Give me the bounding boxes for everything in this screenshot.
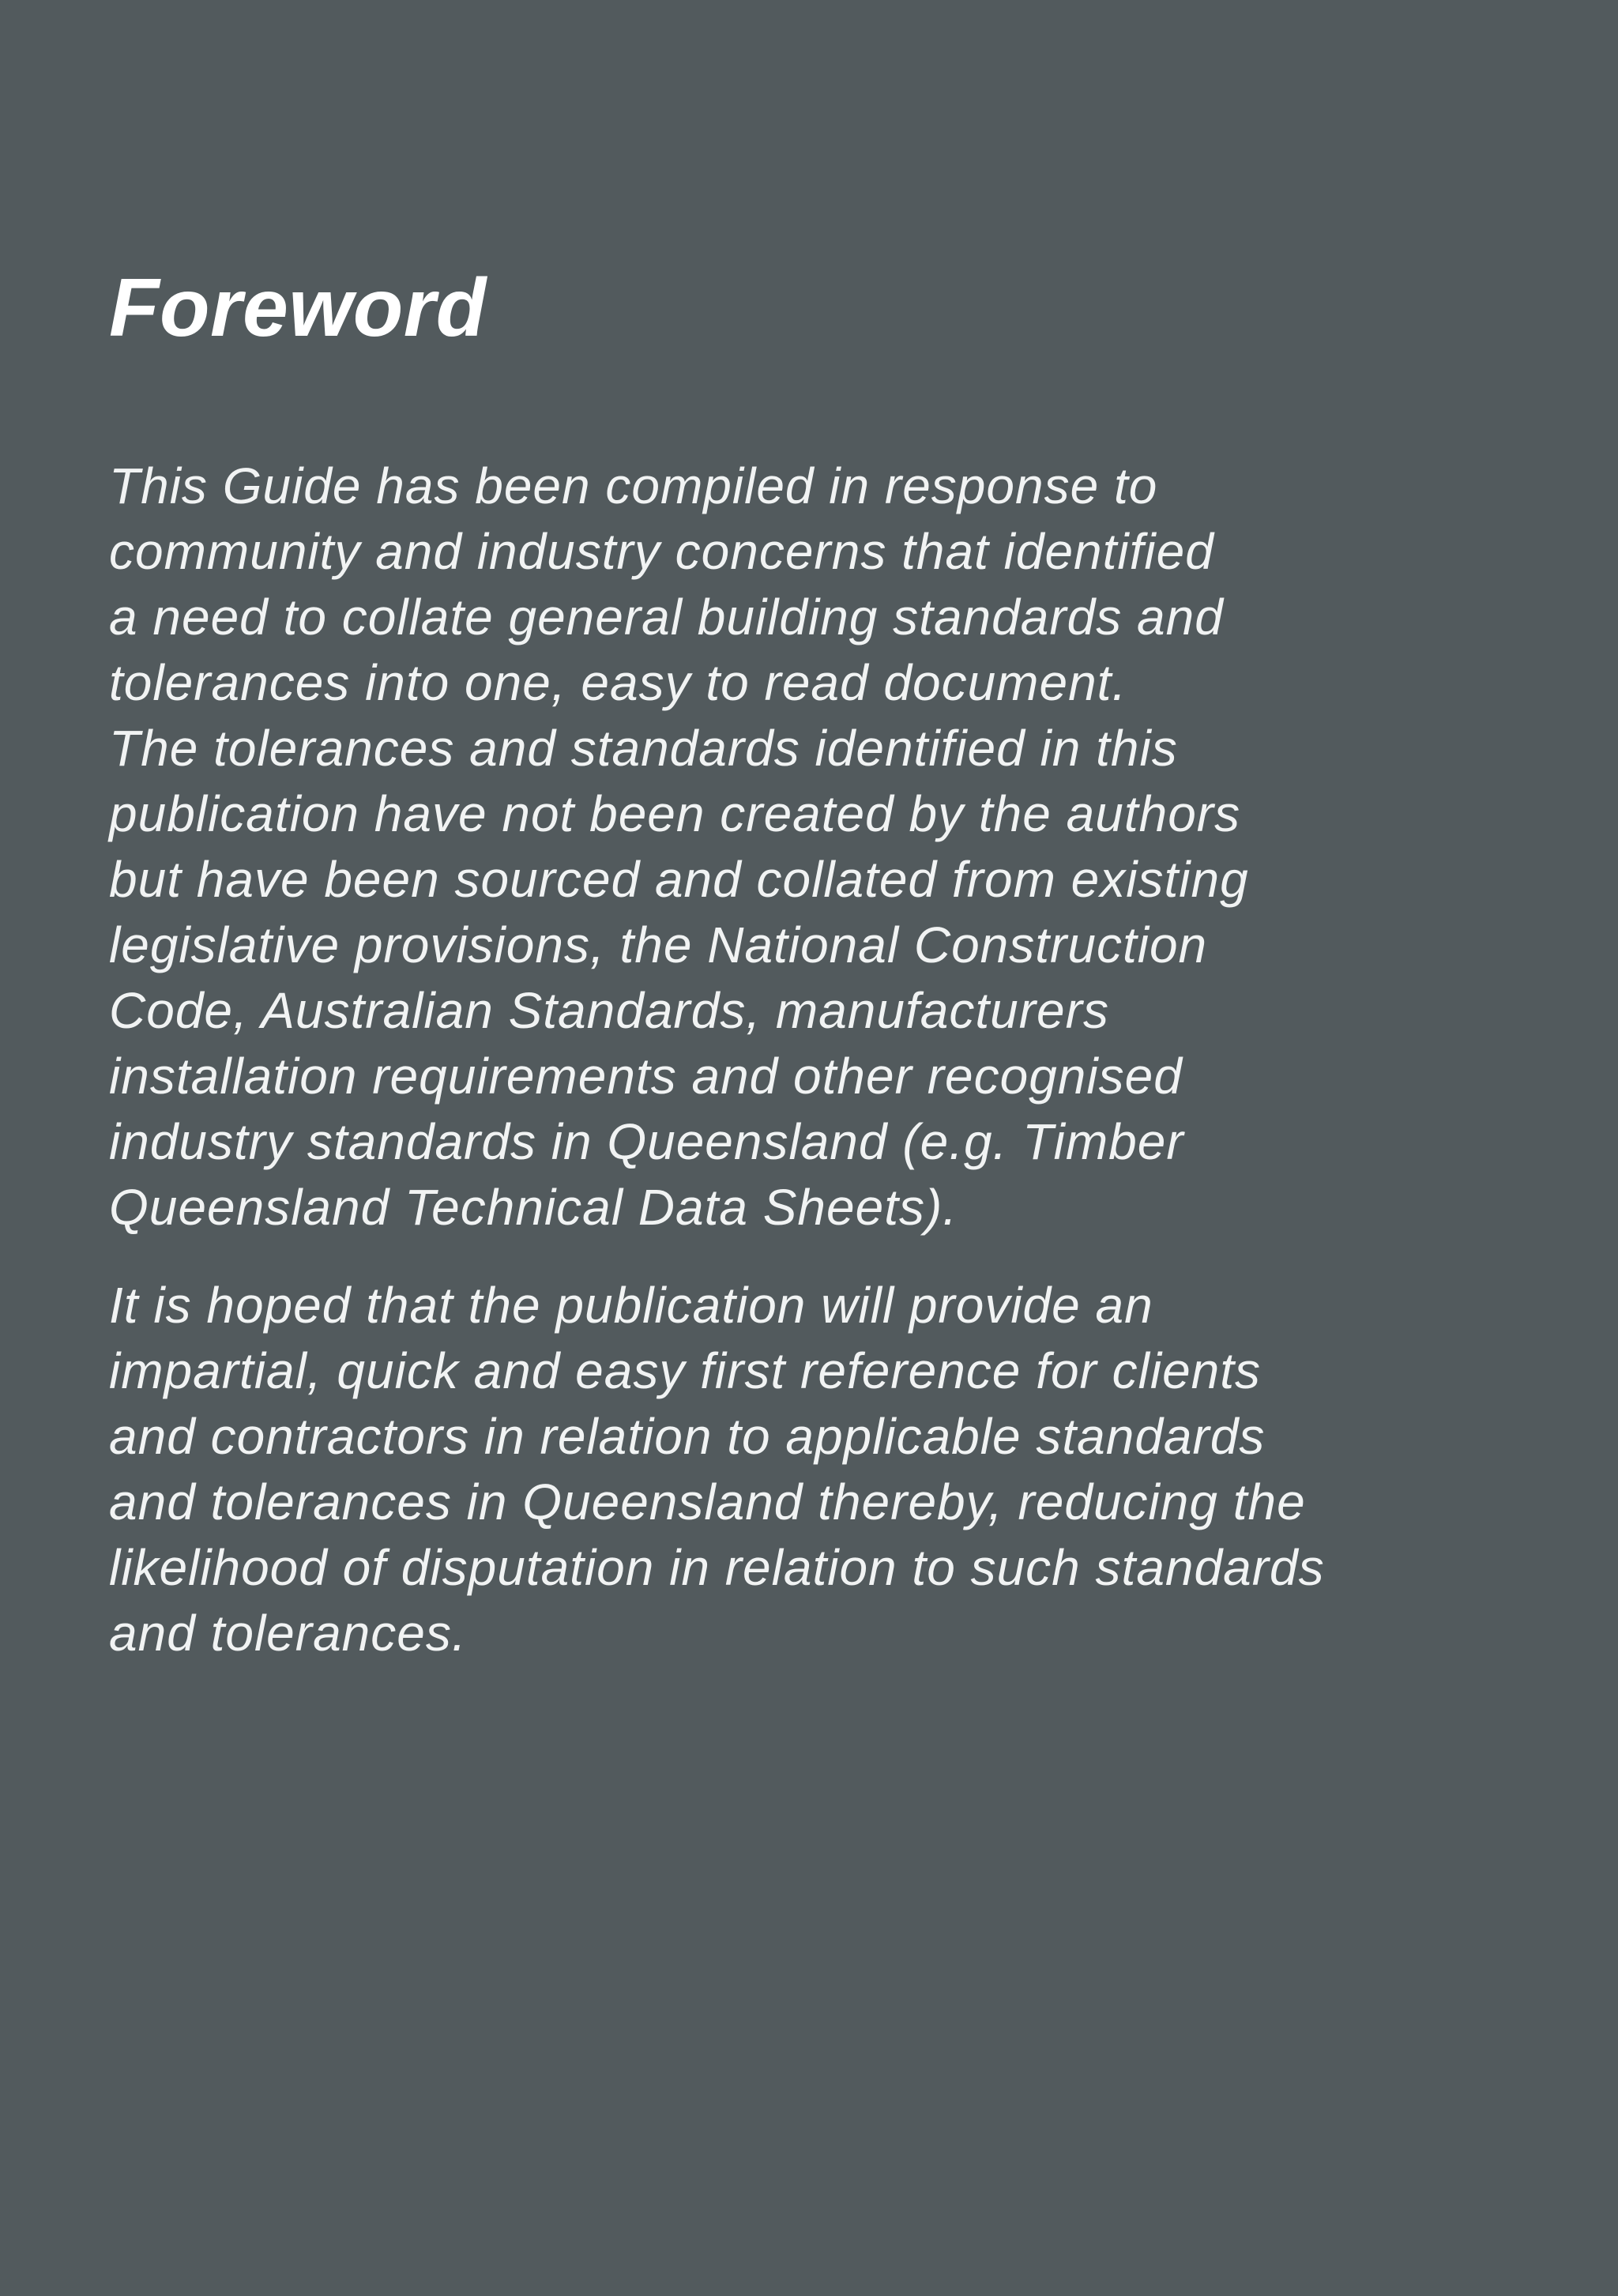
text-line: but have been sourced and collated from existing (109, 851, 1249, 908)
text-line: and tolerances in Queensland thereby, reducing the (109, 1474, 1306, 1530)
text-line: installation requirements and other recognised (109, 1048, 1183, 1105)
text-line: impartial, quick and easy first reference for clients (109, 1342, 1262, 1399)
text-line: and contractors in relation to applicable standards (109, 1408, 1266, 1465)
text-line: legislative provisions, the National Construction (109, 917, 1208, 973)
text-line: likelihood of disputation in relation to such standards (109, 1539, 1325, 1596)
text-line: Queensland Technical Data Sheets). (109, 1179, 958, 1236)
page-title: Foreword (109, 262, 487, 354)
text-line: Code, Australian Standards, manufacturers (109, 982, 1109, 1039)
text-line: publication have not been created by the authors (109, 785, 1241, 842)
text-line: industry standards in Queensland (e.g. Timber (109, 1113, 1184, 1170)
text-line: The tolerances and standards identified in this (109, 720, 1178, 777)
text-line: tolerances into one, easy to read document. (109, 654, 1127, 711)
text-line: a need to collate general building standards and (109, 589, 1224, 646)
text-line: community and industry concerns that identified (109, 523, 1214, 580)
foreword-paragraph-1 (109, 454, 1578, 1240)
foreword-paragraph-2 (109, 1273, 1578, 1666)
text-line: This Guide has been compiled in response to (109, 457, 1158, 514)
text-line: and tolerances. (109, 1605, 467, 1662)
text-line: It is hoped that the publication will provide an (109, 1277, 1153, 1334)
foreword-body (109, 454, 1578, 1699)
